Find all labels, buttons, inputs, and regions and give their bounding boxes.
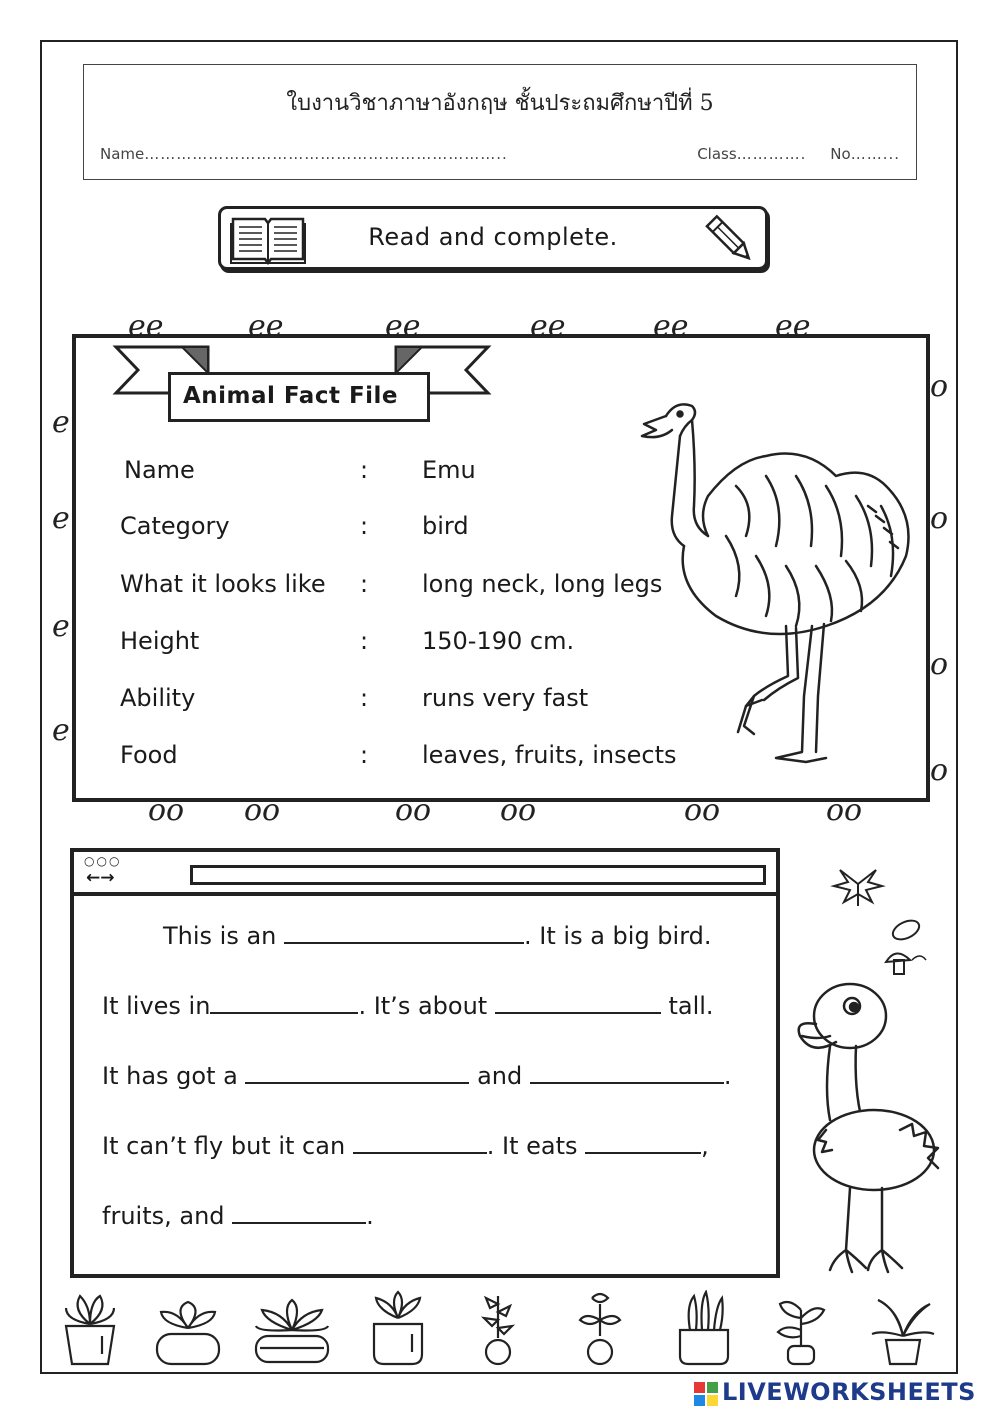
answer-blank-5[interactable] (530, 1062, 724, 1084)
fact-colon: : (360, 627, 369, 655)
sentence-text: . (366, 1202, 374, 1230)
worksheet-title: ใบงานวิชาภาษาอังกฤษ ชั้นประถมศึกษาปีที่ 5 (286, 91, 714, 116)
fact-file-title-box (168, 372, 430, 422)
fact-colon: : (360, 512, 369, 540)
plant-pot-icon (868, 1290, 938, 1366)
fact-value: bird (422, 512, 469, 540)
sentence-text: This is an (163, 922, 285, 950)
fact-colon: : (360, 456, 369, 484)
fact-value: Emu (422, 456, 476, 484)
no-dots: ……... (850, 145, 900, 163)
answer-blank-7[interactable] (585, 1132, 701, 1154)
answer-blank-8[interactable] (232, 1202, 366, 1224)
fact-row-looks (120, 570, 720, 610)
sentence-text: fruits, and (102, 1202, 233, 1230)
sentence-text: tall. (660, 992, 714, 1020)
plant-pot-icon (370, 1290, 426, 1366)
window-dots-icon: ○○○ (84, 854, 122, 868)
plant-pot-icon (153, 1298, 223, 1368)
plant-pot-icon (770, 1290, 832, 1366)
browser-toolbar (74, 852, 776, 896)
fact-file-title: Animal Fact File (183, 383, 399, 409)
leaf-icon (830, 860, 886, 910)
fact-value: leaves, fruits, insects (422, 741, 677, 769)
answer-blank-6[interactable] (353, 1132, 487, 1154)
plant-pot-icon (470, 1290, 526, 1366)
sentence-2 (102, 992, 714, 1020)
fact-row-height (120, 627, 720, 667)
class-label: Class (697, 145, 737, 163)
fact-label: Food (120, 741, 178, 769)
fact-colon: : (360, 570, 369, 598)
class-field[interactable] (697, 145, 900, 163)
pencil-icon (703, 211, 759, 267)
fact-row-food (120, 741, 720, 781)
sentence-text: . (723, 1062, 732, 1090)
sentence-text: . It’s about (358, 992, 495, 1020)
worksheet-header (83, 64, 917, 180)
answer-blank-1[interactable] (284, 922, 524, 944)
mushroom-icon (880, 916, 930, 986)
plant-pot-icon (60, 1290, 120, 1366)
fact-row-ability (120, 684, 720, 724)
name-dots: ………………………………………………………….. (144, 145, 508, 163)
answer-blank-2[interactable] (210, 992, 358, 1014)
sentence-1 (163, 922, 712, 950)
sentence-text: It can’t fly but it can (102, 1132, 353, 1160)
fact-colon: : (360, 741, 369, 769)
name-field[interactable] (100, 145, 508, 163)
sentence-text: It lives in (102, 992, 211, 1020)
sentence-text: , (701, 1132, 709, 1160)
plant-pot-icon (252, 1298, 332, 1368)
fact-value: long neck, long legs (422, 570, 663, 598)
plant-pot-icon (572, 1290, 628, 1366)
instruction-bar (218, 206, 768, 270)
liveworksheets-watermark: LIVEWORKSHEETS (722, 1378, 976, 1406)
fact-value: runs very fast (422, 684, 589, 712)
plant-pot-icon (674, 1290, 734, 1366)
fact-row-category (120, 512, 720, 552)
fact-colon: : (360, 684, 369, 712)
fact-row-name (120, 456, 720, 496)
instruction-text: Read and complete. (368, 223, 618, 251)
fact-label: Ability (120, 684, 196, 712)
sentence-text: . It eats (486, 1132, 586, 1160)
sentence-3 (102, 1062, 732, 1090)
student-info-line (100, 145, 900, 163)
fact-label: Name (124, 456, 195, 484)
answer-blank-4[interactable] (245, 1062, 469, 1084)
nav-arrows-icon: ←→ (86, 868, 115, 888)
liveworksheets-logo-icon (694, 1382, 718, 1406)
sentence-text: . It is a big bird. (524, 922, 712, 950)
url-bar (190, 865, 766, 885)
sentence-4 (102, 1132, 709, 1160)
answer-blank-3[interactable] (495, 992, 661, 1014)
class-dots: …………. (736, 145, 807, 163)
name-label: Name (100, 145, 145, 163)
fact-label: Category (120, 512, 230, 540)
fact-label: Height (120, 627, 200, 655)
no-label: No (830, 145, 851, 163)
emu-illustration (636, 396, 926, 772)
sentence-5 (102, 1202, 374, 1230)
cartoon-emu-icon (790, 980, 960, 1280)
sentence-text: and (469, 1062, 530, 1090)
fact-value: 150-190 cm. (422, 627, 575, 655)
sentence-text: It has got a (102, 1062, 246, 1090)
fact-label: What it looks like (120, 570, 326, 598)
